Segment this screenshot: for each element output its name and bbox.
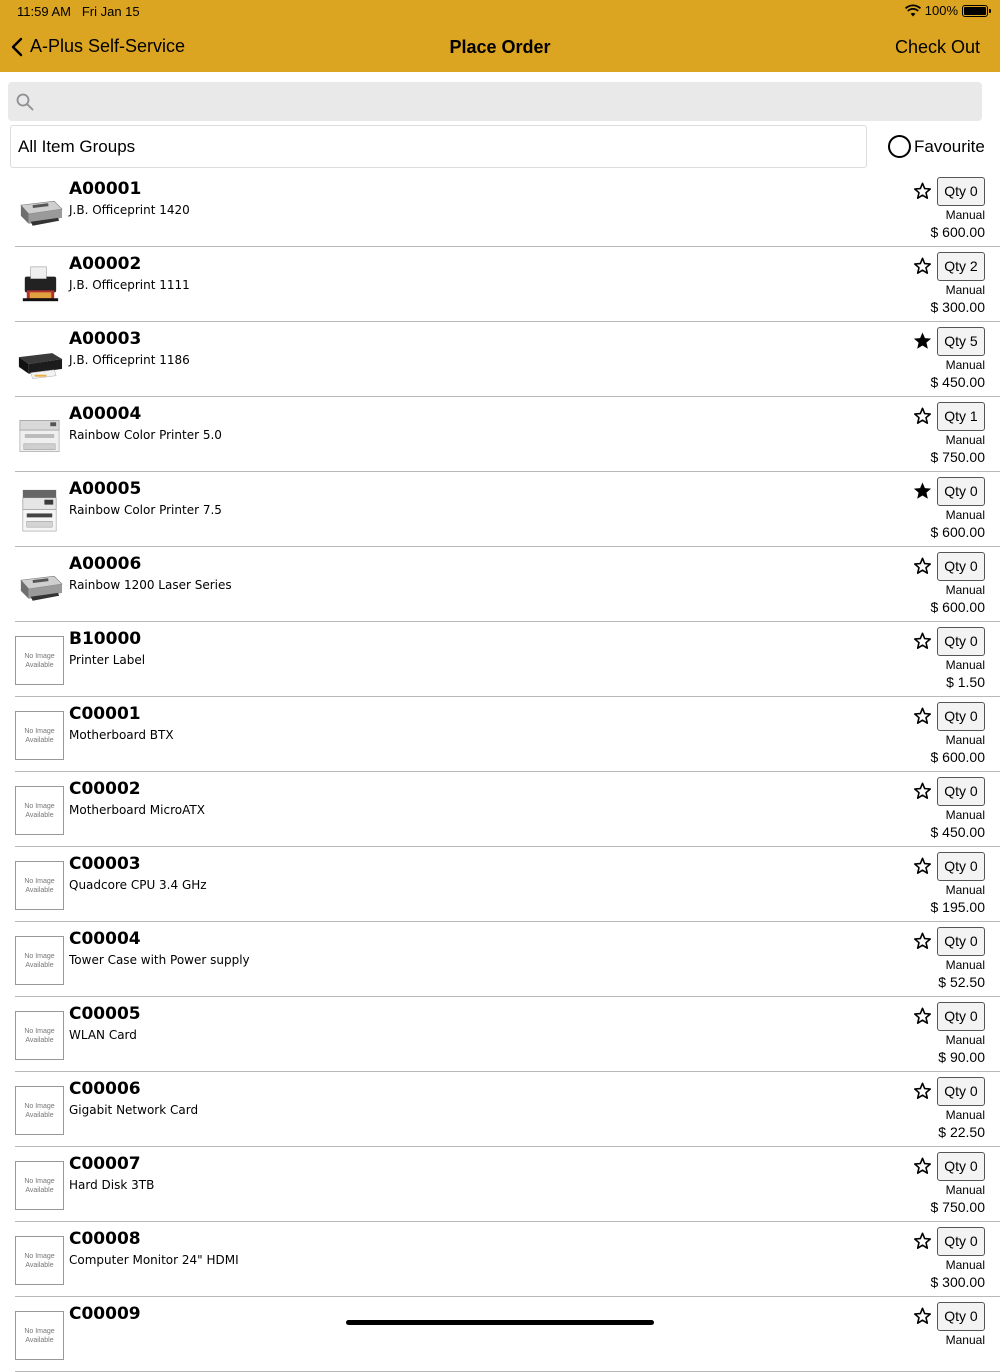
no-image-placeholder	[15, 1011, 64, 1060]
no-image-placeholder	[15, 936, 64, 985]
checkout-button[interactable]: Check Out	[894, 37, 980, 57]
star-outline-icon[interactable]	[912, 781, 933, 801]
qty-button[interactable]: Qty 0	[937, 1227, 985, 1256]
item-price: $ 300.00	[930, 299, 985, 315]
star-outline-icon[interactable]	[912, 1231, 933, 1251]
no-image-placeholder	[15, 1236, 64, 1285]
no-image-placeholder	[15, 1161, 64, 1210]
item-description: Gigabit Network Card	[69, 1103, 199, 1117]
item-code: A00005	[69, 479, 142, 499]
no-image-text: No Image Available	[24, 727, 55, 744]
item-price: $ 300.00	[930, 1274, 985, 1290]
item-code: A00001	[69, 179, 142, 199]
item-description: Motherboard MicroATX	[69, 803, 205, 817]
item-code: C00001	[69, 704, 141, 724]
item-row[interactable]	[0, 172, 1000, 247]
item-list	[0, 172, 1000, 1372]
item-row[interactable]	[0, 322, 1000, 397]
item-row[interactable]	[0, 622, 1000, 697]
favourite-radio-icon[interactable]	[888, 135, 911, 158]
item-code: C00007	[69, 1154, 141, 1174]
no-image-placeholder	[15, 861, 64, 910]
item-group-selector[interactable]: All Item Groups	[10, 125, 867, 168]
item-code: B10000	[69, 629, 142, 649]
item-description: Rainbow Color Printer 7.5	[69, 503, 222, 517]
item-price: $ 1.50	[946, 674, 985, 690]
no-image-text: No Image Available	[24, 802, 55, 819]
qty-button[interactable]: Qty 0	[937, 1302, 985, 1331]
item-price: $ 600.00	[930, 224, 985, 240]
star-filled-icon[interactable]	[912, 331, 933, 351]
star-outline-icon[interactable]	[912, 631, 933, 651]
status-time: 11:59 AM Fri Jan 15	[17, 4, 140, 19]
item-price: $ 52.50	[938, 974, 985, 990]
item-code: C00004	[69, 929, 141, 949]
item-code: C00006	[69, 1079, 141, 1099]
item-price: $ 22.50	[938, 1124, 985, 1140]
star-outline-icon[interactable]	[912, 181, 933, 201]
item-price: $ 450.00	[930, 824, 985, 840]
item-row[interactable]	[0, 772, 1000, 847]
no-image-placeholder	[15, 786, 64, 835]
item-price: $ 90.00	[938, 1049, 985, 1065]
item-price: $ 600.00	[930, 524, 985, 540]
price-mode: Manual	[945, 1033, 985, 1047]
search-icon	[16, 93, 34, 111]
product-image	[15, 261, 64, 310]
battery-percent: 100%	[924, 3, 958, 18]
item-code: C00002	[69, 779, 141, 799]
no-image-placeholder	[15, 711, 64, 760]
item-description: Hard Disk 3TB	[69, 1178, 155, 1192]
item-description: Rainbow Color Printer 5.0	[69, 428, 222, 442]
back-label: A-Plus Self-Service	[30, 36, 186, 56]
item-price: $ 450.00	[930, 374, 985, 390]
no-image-text: No Image Available	[24, 877, 55, 894]
product-image	[15, 411, 64, 460]
item-description: J.B. Officeprint 1111	[69, 278, 190, 292]
star-outline-icon[interactable]	[912, 931, 933, 951]
qty-button[interactable]: Qty 2	[937, 252, 985, 281]
item-code: A00006	[69, 554, 142, 574]
star-outline-icon[interactable]	[912, 706, 933, 726]
no-image-text: No Image Available	[24, 1252, 55, 1269]
price-mode: Manual	[945, 583, 985, 597]
navigation-header	[0, 0, 1000, 72]
item-description: Motherboard BTX	[69, 728, 174, 742]
qty-button[interactable]: Qty 0	[937, 627, 985, 656]
no-image-placeholder	[15, 1086, 64, 1135]
item-description: Tower Case with Power supply	[69, 953, 250, 967]
item-row[interactable]	[0, 997, 1000, 1072]
item-row[interactable]	[0, 472, 1000, 547]
star-outline-icon[interactable]	[912, 1306, 933, 1326]
qty-button[interactable]: Qty 0	[937, 1152, 985, 1181]
item-description: Printer Label	[69, 653, 146, 667]
price-mode: Manual	[945, 733, 985, 747]
favourite-toggle[interactable]	[888, 135, 985, 158]
favourite-label: Favourite	[914, 136, 985, 156]
wifi-icon	[905, 5, 921, 17]
item-row[interactable]	[0, 922, 1000, 997]
no-image-text: No Image Available	[24, 652, 55, 669]
price-mode: Manual	[945, 1333, 985, 1347]
price-mode: Manual	[945, 1183, 985, 1197]
item-code: A00002	[69, 254, 142, 274]
search-bar[interactable]	[8, 82, 982, 121]
star-outline-icon[interactable]	[912, 406, 933, 426]
item-code: C00008	[69, 1229, 141, 1249]
product-image	[15, 561, 64, 610]
star-outline-icon[interactable]	[912, 1006, 933, 1026]
qty-button[interactable]: Qty 0	[937, 702, 985, 731]
item-row[interactable]	[0, 1297, 1000, 1372]
item-code: A00004	[69, 404, 142, 424]
search-input[interactable]	[42, 82, 972, 121]
qty-button[interactable]: Qty 0	[937, 852, 985, 881]
qty-button[interactable]: Qty 0	[937, 927, 985, 956]
star-filled-icon[interactable]	[912, 481, 933, 501]
qty-button[interactable]: Qty 1	[937, 402, 985, 431]
qty-button[interactable]: Qty 5	[937, 327, 985, 356]
price-mode: Manual	[945, 358, 985, 372]
qty-button[interactable]: Qty 0	[937, 552, 985, 581]
price-mode: Manual	[945, 433, 985, 447]
star-outline-icon[interactable]	[912, 256, 933, 276]
item-row[interactable]	[0, 697, 1000, 772]
item-row[interactable]	[0, 247, 1000, 322]
chevron-left-icon	[10, 37, 24, 57]
price-mode: Manual	[945, 1258, 985, 1272]
item-row[interactable]	[0, 397, 1000, 472]
item-description: Rainbow 1200 Laser Series	[69, 578, 232, 592]
item-description: J.B. Officeprint 1420	[69, 203, 190, 217]
item-row[interactable]	[0, 847, 1000, 922]
item-description: Computer Monitor 24" HDMI	[69, 1253, 239, 1267]
no-image-text: No Image Available	[24, 1327, 55, 1344]
product-image	[15, 336, 64, 385]
item-code: C00009	[69, 1304, 141, 1324]
battery-icon	[962, 5, 988, 17]
item-price: $ 750.00	[930, 1199, 985, 1215]
price-mode: Manual	[945, 808, 985, 822]
qty-button[interactable]: Qty 0	[937, 177, 985, 206]
home-indicator	[346, 1320, 654, 1325]
item-price: $ 600.00	[930, 749, 985, 765]
item-description: J.B. Officeprint 1186	[69, 353, 190, 367]
product-image	[15, 186, 64, 235]
price-mode: Manual	[945, 283, 985, 297]
qty-button[interactable]: Qty 0	[937, 477, 985, 506]
no-image-placeholder	[15, 636, 64, 685]
star-outline-icon[interactable]	[912, 556, 933, 576]
price-mode: Manual	[945, 883, 985, 897]
price-mode: Manual	[945, 208, 985, 222]
back-button[interactable]	[10, 36, 185, 57]
item-code: C00003	[69, 854, 141, 874]
item-price: $ 600.00	[930, 599, 985, 615]
item-code: A00003	[69, 329, 142, 349]
price-mode: Manual	[945, 1108, 985, 1122]
no-image-text: No Image Available	[24, 952, 55, 969]
item-code: C00005	[69, 1004, 141, 1024]
item-row[interactable]	[0, 547, 1000, 622]
qty-button[interactable]: Qty 0	[937, 1077, 985, 1106]
product-image	[15, 486, 64, 535]
no-image-placeholder	[15, 1311, 64, 1360]
no-image-text: No Image Available	[24, 1027, 55, 1044]
status-indicators	[905, 3, 988, 18]
no-image-text: No Image Available	[24, 1102, 55, 1119]
star-outline-icon[interactable]	[912, 1156, 933, 1176]
item-description: Quadcore CPU 3.4 GHz	[69, 878, 207, 892]
page-title: Place Order	[449, 37, 551, 57]
item-row[interactable]	[0, 1222, 1000, 1297]
price-mode: Manual	[945, 658, 985, 672]
item-row[interactable]	[0, 1147, 1000, 1222]
qty-button[interactable]: Qty 0	[937, 1002, 985, 1031]
qty-button[interactable]: Qty 0	[937, 777, 985, 806]
no-image-text: No Image Available	[24, 1177, 55, 1194]
item-row[interactable]	[0, 1072, 1000, 1147]
item-price: $ 195.00	[930, 899, 985, 915]
star-outline-icon[interactable]	[912, 856, 933, 876]
item-price: $ 750.00	[930, 449, 985, 465]
item-description: WLAN Card	[69, 1028, 137, 1042]
price-mode: Manual	[945, 958, 985, 972]
star-outline-icon[interactable]	[912, 1081, 933, 1101]
price-mode: Manual	[945, 508, 985, 522]
